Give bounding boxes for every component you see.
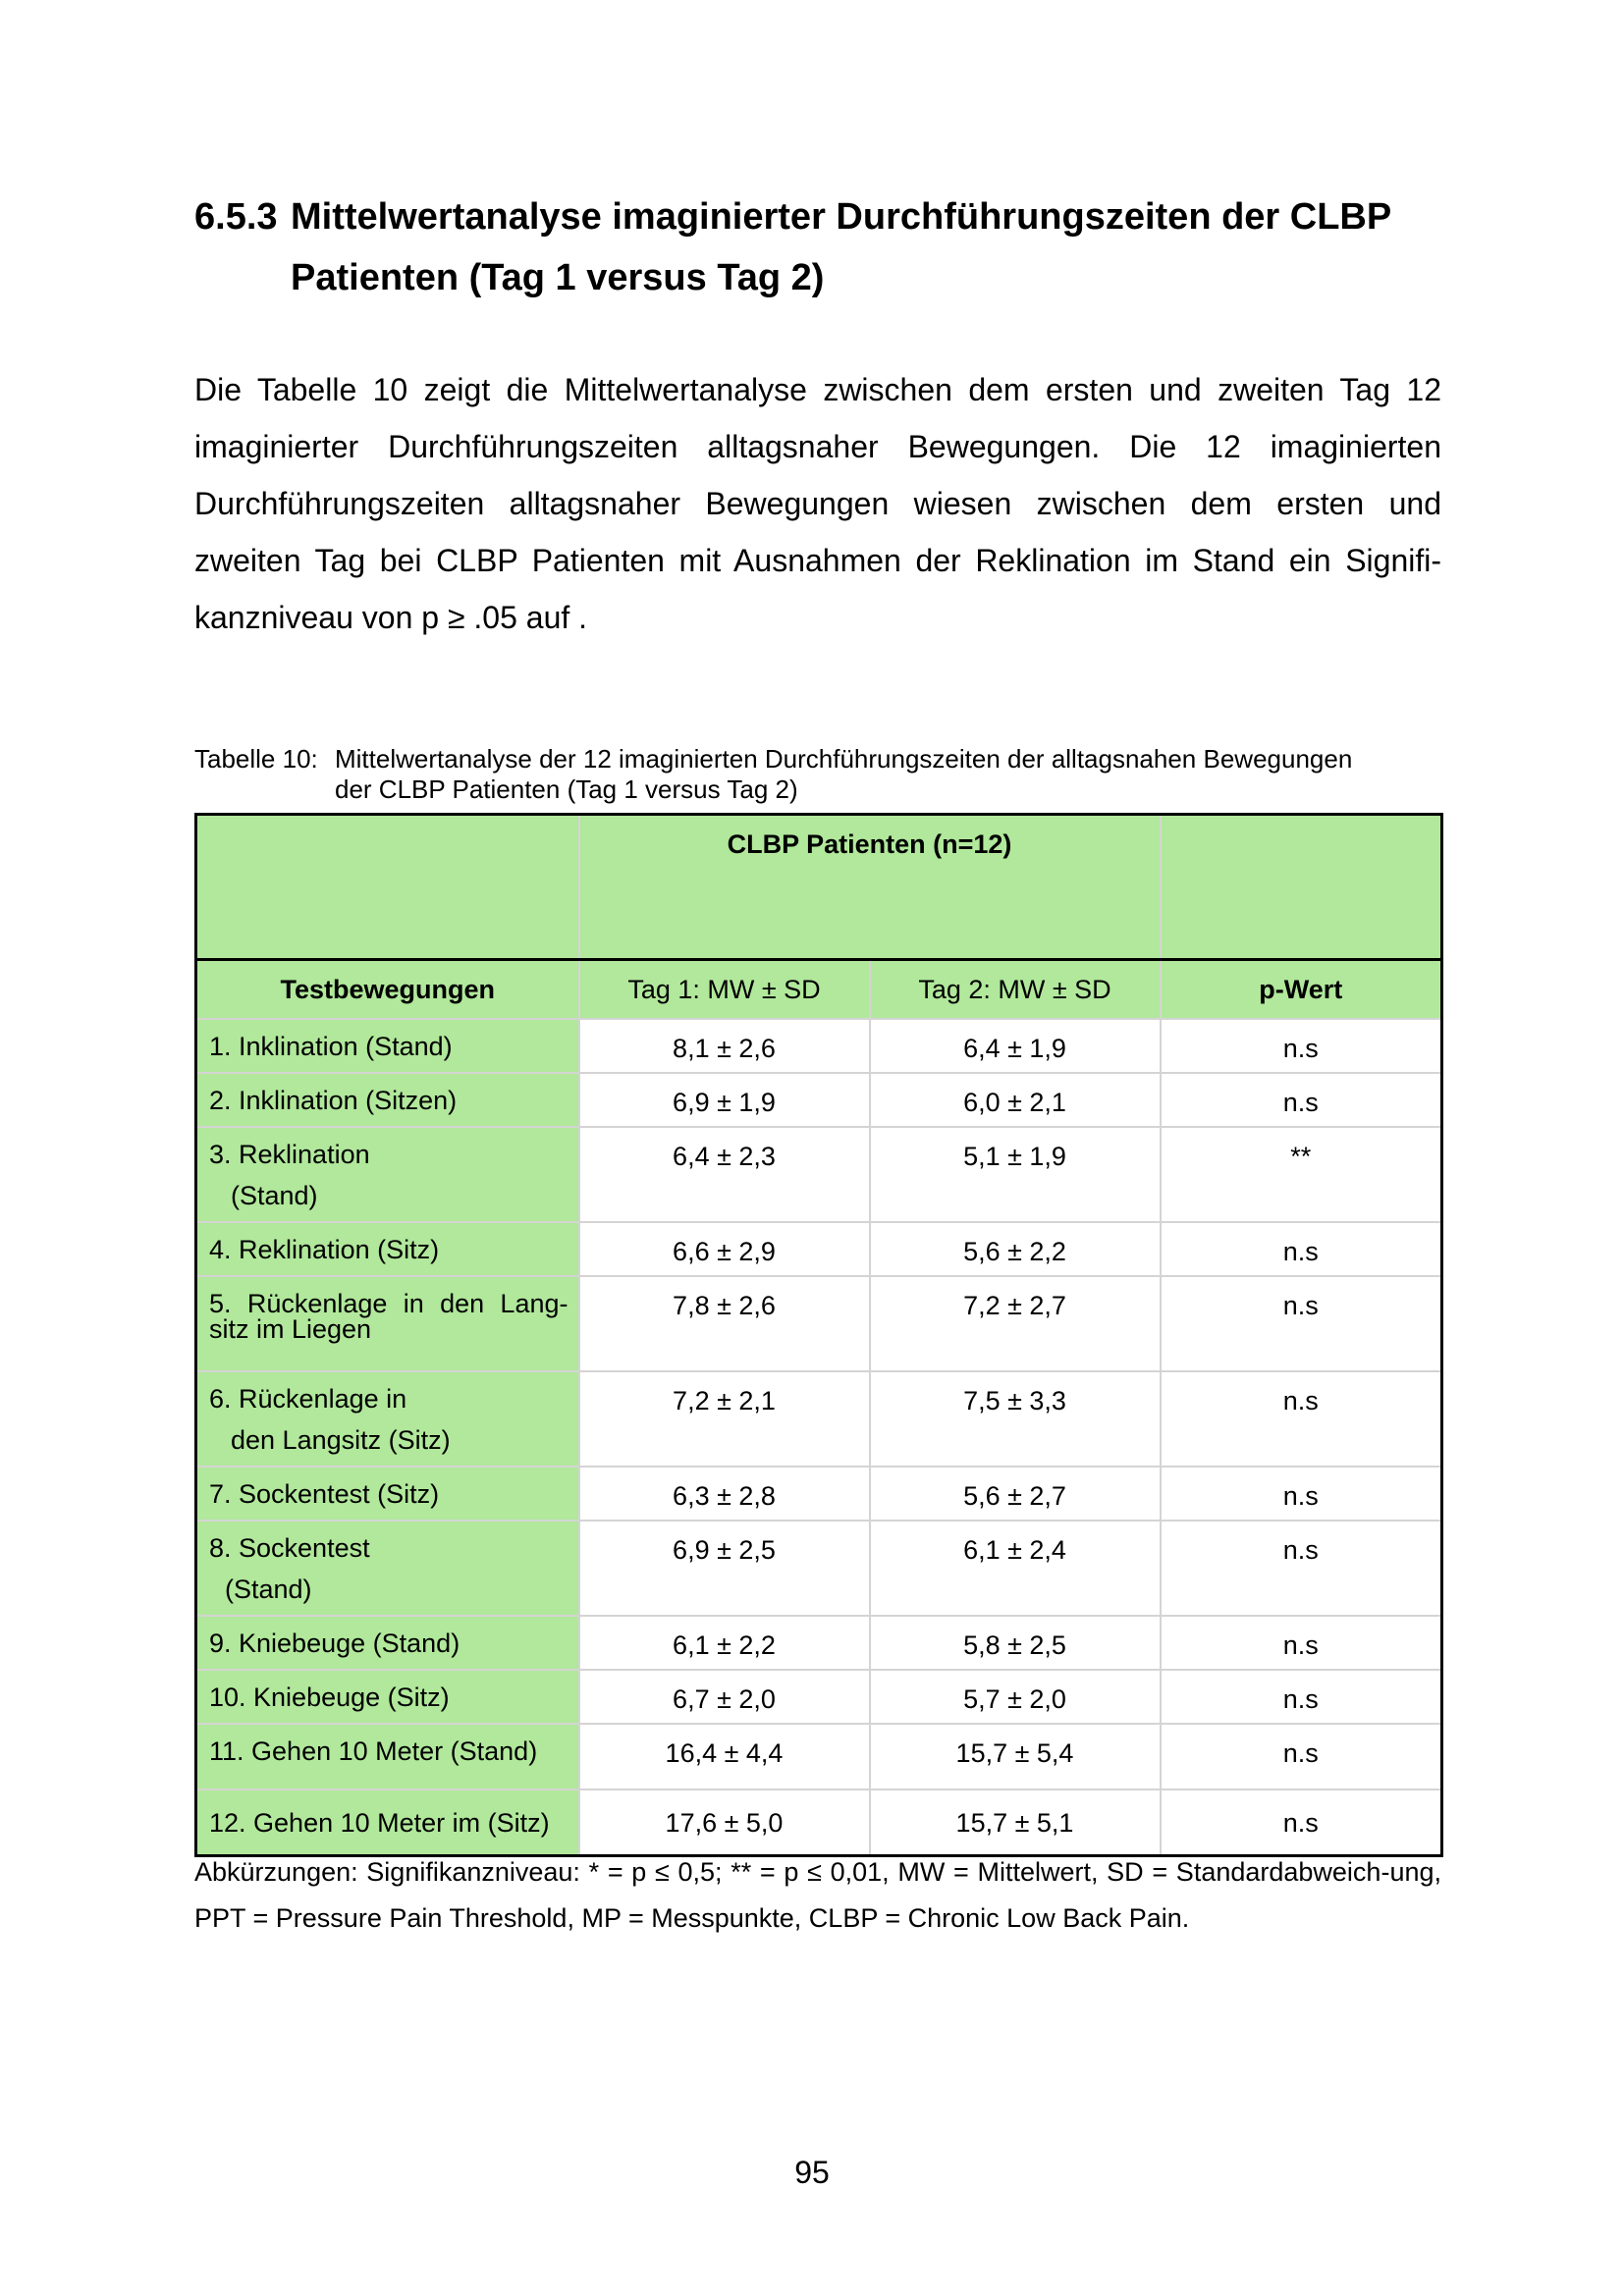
p-value: n.s (1161, 1467, 1442, 1521)
tag1-value: 17,6 ± 5,0 (579, 1789, 870, 1855)
row-label (196, 1371, 579, 1467)
abbreviations-note: Abkürzungen: Signifikanzniveau: * = p ≤ 0,5; ** = p ≤ 0,01, MW = Mittelwert, SD = Standardabweich-ung, PPT = Pressure Pain Threshold, MP = Messpunkte, CLBP = Chronic Low Back Pain. (194, 1857, 1441, 1933)
tag2-value: 5,8 ± 2,5 (870, 1616, 1161, 1670)
row-label (196, 1521, 579, 1616)
tag1-value: 6,1 ± 2,2 (579, 1616, 870, 1670)
tag1-value: 8,1 ± 2,6 (579, 1019, 870, 1073)
column-header-row (196, 960, 1442, 1020)
tag2-value: 6,4 ± 1,9 (870, 1019, 1161, 1073)
p-value: n.s (1161, 1521, 1442, 1616)
row-label: 4. Reklination (Sitz) (196, 1222, 579, 1276)
p-value: n.s (1161, 1019, 1442, 1073)
row-label-line1: 3. Reklination (209, 1140, 370, 1169)
tag2-value: 15,7 ± 5,1 (870, 1789, 1161, 1855)
p-value: n.s (1161, 1789, 1442, 1855)
table-row (196, 1521, 1442, 1616)
caption-label: Tabelle 10: (194, 744, 318, 774)
row-label-line2: (Stand) (225, 1575, 312, 1604)
table-row (196, 1371, 1442, 1467)
table-row (196, 1670, 1442, 1724)
table-row (196, 1222, 1442, 1276)
col-header-tag1: Tag 1: MW ± SD (579, 960, 870, 1020)
tag2-value: 5,1 ± 1,9 (870, 1127, 1161, 1222)
tag2-value: 5,6 ± 2,7 (870, 1467, 1161, 1521)
row-label-line2: den Langsitz (Sitz) (231, 1425, 451, 1455)
tag2-value: 6,0 ± 2,1 (870, 1073, 1161, 1127)
tag1-value: 6,9 ± 2,5 (579, 1521, 870, 1616)
tag2-value: 5,7 ± 2,0 (870, 1670, 1161, 1724)
row-label: 11. Gehen 10 Meter (Stand) (196, 1724, 579, 1789)
table-row (196, 1019, 1442, 1073)
p-value: n.s (1161, 1616, 1442, 1670)
table-row (196, 1127, 1442, 1222)
row-label: 1. Inklination (Stand) (196, 1019, 579, 1073)
empty-header-cell (1161, 815, 1442, 960)
tag1-value: 6,7 ± 2,0 (579, 1670, 870, 1724)
group-header-row (196, 815, 1442, 960)
section-number: 6.5.3 (194, 196, 278, 238)
tag1-value: 6,3 ± 2,8 (579, 1467, 870, 1521)
table-row (196, 1616, 1442, 1670)
table-row (196, 1724, 1442, 1789)
caption-line1: Mittelwertanalyse der 12 imaginierten Durchführungszeiten der alltagsnahen Bewegungen (335, 744, 1353, 774)
tag2-value: 7,2 ± 2,7 (870, 1276, 1161, 1371)
page-number: 95 (794, 2155, 830, 2190)
row-label: 10. Kniebeuge (Sitz) (196, 1670, 579, 1724)
tag1-value: 7,8 ± 2,6 (579, 1276, 870, 1371)
body-paragraph (194, 361, 1441, 646)
caption-line2: der CLBP Patienten (Tag 1 versus Tag 2) (335, 774, 798, 804)
table-row (196, 1276, 1442, 1371)
col-header-tag2: Tag 2: MW ± SD (870, 960, 1161, 1020)
tag2-value: 7,5 ± 3,3 (870, 1371, 1161, 1467)
tag2-value: 6,1 ± 2,4 (870, 1521, 1161, 1616)
row-label (196, 1127, 579, 1222)
group-header: CLBP Patienten (n=12) (579, 815, 1161, 960)
row-label: 9. Kniebeuge (Stand) (196, 1616, 579, 1670)
row-label-line2: (Stand) (231, 1181, 318, 1210)
p-value: n.s (1161, 1222, 1442, 1276)
results-table (194, 813, 1443, 1857)
table-row (196, 1467, 1442, 1521)
tag1-value: 6,9 ± 1,9 (579, 1073, 870, 1127)
p-value: n.s (1161, 1276, 1442, 1371)
p-value: n.s (1161, 1371, 1442, 1467)
col-header-testbewegungen: Testbewegungen (196, 960, 579, 1020)
col-header-pwert: p-Wert (1161, 960, 1442, 1020)
section-title-line1: Mittelwertanalyse imaginierter Durchführungszeiten der CLBP (291, 196, 1392, 238)
tag1-value: 6,6 ± 2,9 (579, 1222, 870, 1276)
table-row (196, 1789, 1442, 1855)
tag1-value: 7,2 ± 2,1 (579, 1371, 870, 1467)
row-label: 2. Inklination (Sitzen) (196, 1073, 579, 1127)
tag1-value: 6,4 ± 2,3 (579, 1127, 870, 1222)
row-label: 12. Gehen 10 Meter im (Sitz) (196, 1789, 579, 1855)
p-value: ** (1161, 1127, 1442, 1222)
tag1-value: 16,4 ± 4,4 (579, 1724, 870, 1789)
p-value: n.s (1161, 1670, 1442, 1724)
row-label: 7. Sockentest (Sitz) (196, 1467, 579, 1521)
p-value: n.s (1161, 1724, 1442, 1789)
empty-header-cell (196, 815, 579, 960)
p-value: n.s (1161, 1073, 1442, 1127)
section-title-line2: Patienten (Tag 1 versus Tag 2) (291, 257, 825, 298)
paragraph-text: Die Tabelle 10 zeigt die Mittelwertanalyse zwischen dem ersten und zweiten Tag 12 imaginierter Durchführungszeiten alltagsnaher Bewegungen. Die 12 imaginierten Durchführungszeiten alltagsnaher Bewegungen wiesen zwischen dem ersten und zweiten Tag bei CLBP Patienten mit Ausnahmen der Reklination im Stand ein Signifi-kanzniveau von p ≥ .05 auf . (194, 372, 1441, 635)
row-label: 5. Rückenlage in den Lang-sitz im Liegen (196, 1276, 579, 1371)
row-label-line1: 6. Rückenlage in (209, 1384, 407, 1414)
table-row (196, 1073, 1442, 1127)
tag2-value: 15,7 ± 5,4 (870, 1724, 1161, 1789)
tag2-value: 5,6 ± 2,2 (870, 1222, 1161, 1276)
row-label-line1: 8. Sockentest (209, 1533, 370, 1563)
